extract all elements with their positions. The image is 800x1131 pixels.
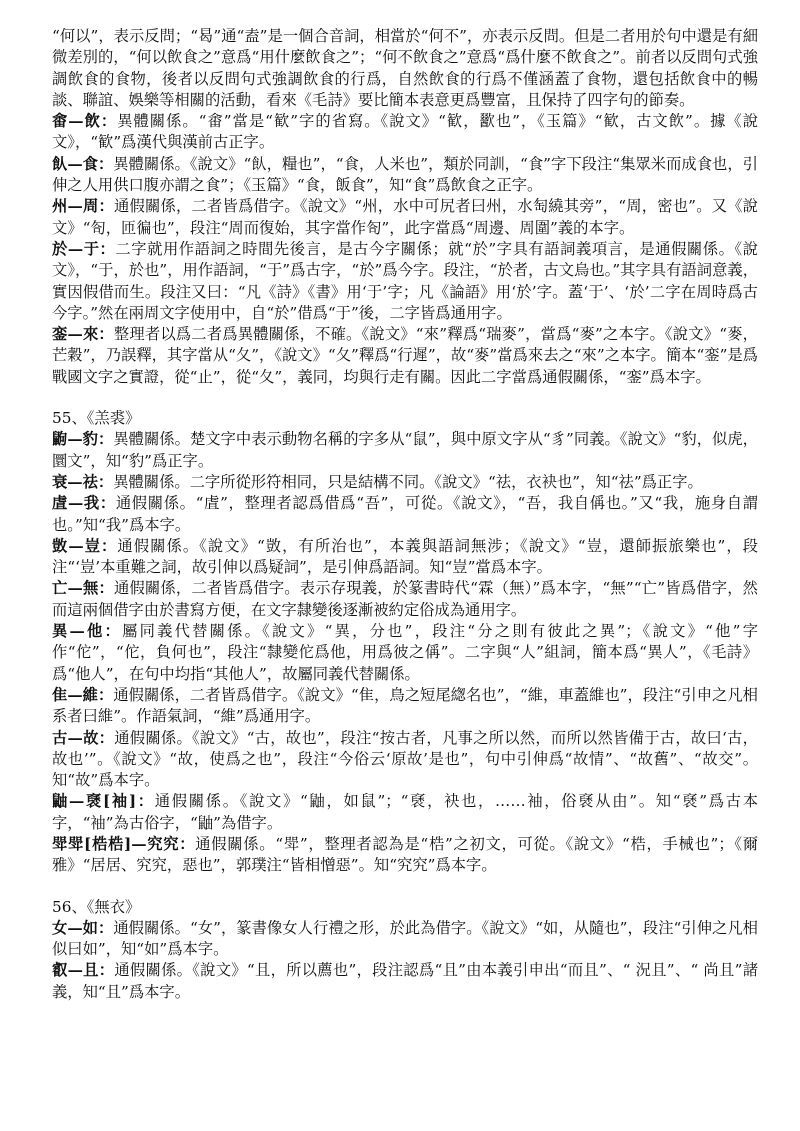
entry-paragraph <box>52 960 758 1003</box>
entry-text: 通假關係。“女”，篆書像女人行禮之形，於此為借字。《說文》“如，从隨也”，段注“引伸之凡相似曰如”，知“如”爲本字。 <box>52 918 758 959</box>
section-heading: 56、《無衣》 <box>52 897 141 916</box>
entry-text: 通假關係。《說文》“敳，有所治也”，本義與語詞無涉；《說文》“豈，還師振旅樂也”，段注“‘豈’本重難之詞，故引伸以爲疑詞”，是引伸爲語詞。知“豈”當爲本字。 <box>52 536 758 577</box>
entry-term: 於—于： <box>52 239 116 258</box>
section-heading: 55、《羔裘》 <box>52 409 141 428</box>
entry-paragraph <box>52 154 758 197</box>
entry-text: 異體關係。楚文字中表示動物名稱的字多从“鼠”，與中原文字从“豸”同義。《說文》“豹，似虎，圜文”，知“豹”爲正字。 <box>52 430 758 470</box>
entry-text: 異體關係。二字所從形符相同，只是結構不同。《說文》“祛，衣袂也”，知“祛”爲正字。 <box>113 472 703 491</box>
entry-paragraph <box>52 578 758 621</box>
entry-text: 通假關係。“虘”，整理者認爲借爲“吾”，可從。《說文》，“吾，我自偁也。”又“我，施身自謂也。”知“我”爲本字。 <box>52 494 758 534</box>
entry-paragraph <box>52 111 758 154</box>
entry-paragraph <box>52 791 758 834</box>
entry-text: 通假關係，二者皆爲借字。《說文》“隹，鳥之短尾緫名也”，“維，車蓋維也”，段注“引申之凡相系者曰維”。作語氣詞，“維”爲通用字。 <box>52 685 758 726</box>
entry-text: 通假關係。《說文》“且，所以薦也”，段注認爲“且”由本義引申出“而且”、“ 況且”、“ 尚且”諸義，知“且”爲本字。 <box>52 961 758 1001</box>
entry-term: 斝斝[梏梏]—究究： <box>52 834 196 853</box>
entry-term: 敳—豈： <box>52 536 118 555</box>
entry-paragraph <box>52 429 758 472</box>
entry-text: 通假關係。《說文》“鼬，如鼠”；“褎，袂也，……袖，俗褎从由”。知“褎”爲古本字，“袖”為古俗字，“鼬”為借字。 <box>52 792 758 832</box>
entry-text: 通假關係，二者皆爲借字。表示存現義，於篆書時代“霖（無）”爲本字，“無”“亡”皆爲借字，然而這兩個借字由於書寫方便，在文字隸變後逐漸被約定俗成為通用字。 <box>52 579 758 619</box>
entry-term: 異—他： <box>52 622 123 641</box>
entry-term: 虘—我： <box>52 494 116 513</box>
entry-term: 隹—維： <box>52 685 114 704</box>
entry-term: 州—周： <box>52 197 114 216</box>
entry-text: 異體關係。“畬”當是“歓”字的省寫。《說文》“歓，歠也”，《玉篇》“歓，古文飲”。據《說文》，“歓”爲漢代與漢前古正字。 <box>52 112 758 152</box>
entry-text: 通假關係。《說文》“古，故也”，段注“按古者，凡事之所以然，而所以然皆備于古，故曰‘古，故也’”。《說文》“故，使爲之也”，段注“今俗云‘原故’是也”，句中引伸爲“故情”、“故舊”、“故交”。知“故”爲本字。 <box>52 728 758 790</box>
entry-text: 通假關係，二者皆爲借字。《說文》“州，水中可尻者曰州，水匋繞其旁”，“周，密也”。又《說文》“匌，匝徧也”，段注“周而復始，其字當作匌”，此字當爲“周邊、周圍”義的本字。 <box>52 197 758 237</box>
entry-term: 鼬—褎[袖]： <box>52 792 155 811</box>
entry-term: 鼩—豹： <box>52 430 114 449</box>
entry-term: 叡—且： <box>52 961 115 980</box>
entry-paragraph <box>52 493 758 536</box>
entry-term: 畬—飲： <box>52 112 118 131</box>
entry-term: 飤—食： <box>52 154 114 173</box>
entry-paragraph <box>52 196 758 239</box>
entry-paragraph <box>52 834 758 877</box>
entry-paragraph <box>52 536 758 579</box>
entry-paragraph <box>52 728 758 792</box>
entry-term: 亡—無： <box>52 579 114 598</box>
entry-term: 銮—來： <box>52 325 114 344</box>
entry-term: 衰—祛： <box>52 472 114 491</box>
section-spacer <box>52 388 758 408</box>
entry-term: 古—故： <box>52 728 115 747</box>
section-spacer <box>52 877 758 897</box>
entry-paragraph <box>52 621 758 685</box>
entry-text: 整理者以爲二者爲異體關係，不確。《說文》“來”釋爲“瑞麥”，當爲“麥”之本字。《說文》“麥，芒穀”，乃誤釋，其字當从“夂”，《說文》“夂”釋爲“行遲”，故“麥”當爲來去之“來”之本字。簡本“銮”是爲戰國文字之實證，從“止”，從“夂”，義同，均與行走有關。因此二字當爲通假關係，“銮”爲本字。 <box>52 325 758 386</box>
entry-paragraph <box>52 324 758 388</box>
entry-paragraph <box>52 472 758 493</box>
entry-text: 二字就用作語詞之時間先後言，是古今字關係；就“於”字具有語詞義項言，是通假關係。《說文》，“于，於也”，用作語詞，“于”爲古字，“於”爲今字。段注，“於者，古文烏也。”其字具有語詞意義，實因假借而生。段注又曰：“凡《詩》《書》用‘于’字；凡《論語》用‘於’字。蓋‘于’、‘於’二字在周時爲古今字。”然在兩周文字使用中，自“於”借爲“于”後，二字皆爲通用字。 <box>52 239 758 322</box>
entry-paragraph <box>52 239 758 324</box>
intro-paragraph: “何以”，表示反問；“曷”通“盍”是一個合音詞，相當於“何不”，亦表示反問。但是二者用於句中還是有細微差別的，“何以飲食之”意爲“用什麼飲食之”；“何不飲食之”意爲“爲什麼不飲食之”。前者以反問句式強調飲食的食物，後者以反問句式強調飲食的行爲，自然飲食的行爲不僅涵蓋了食物，還包括飲食中的暢談、聯誼、娛樂等相關的活動，看來《毛詩》要比簡本表意更爲豐富，且保持了四字句的節奏。 <box>52 27 758 109</box>
entry-text: 通假關係。“斝”，整理者認為是“梏”之初文，可從。《說文》“梏，手械也”；《爾雅》“居居、究究，惡也”，郭璞注“皆相憎惡”。知“究究”爲本字。 <box>52 834 759 875</box>
entry-text: 異體關係。《說文》“飤，糧也”，“食，人米也”，類於同訓，“食”字下段注“集眾米而成食也，引伸之人用供口腹亦謂之食”；《玉篇》“食，飯食”，知“食”爲飲食之正字。 <box>52 154 758 195</box>
entry-paragraph <box>52 918 758 961</box>
entry-paragraph <box>52 685 758 728</box>
entry-term: 女—如： <box>52 918 114 937</box>
entry-text: 屬同義代替關係。《說文》“異，分也”，段注“分之則有彼此之異”；《說文》“他”字作“佗”，“佗，負何也”，段注“隸變佗爲他，用爲彼之偁”。二字與“人”組詞，簡本爲“異人”，《毛詩》爲“他人”，在句中均指“其他人”，故屬同義代替關係。 <box>52 622 758 683</box>
